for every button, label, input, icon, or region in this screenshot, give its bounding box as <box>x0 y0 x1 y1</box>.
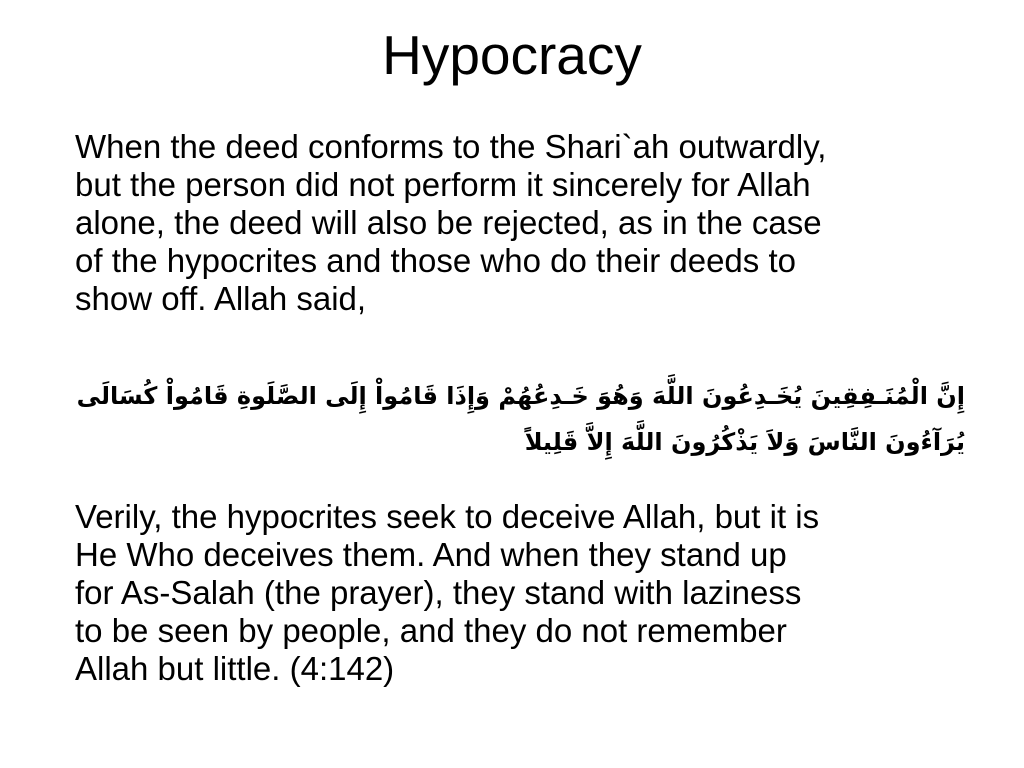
translation-paragraph-line: Allah but little. (4:142) <box>75 650 395 687</box>
slide-title: Hypocracy <box>382 24 642 86</box>
intro-paragraph-line: but the person did not perform it sincerely for Allah <box>75 166 811 203</box>
translation-paragraph-line: Verily, the hypocrites seek to deceive Allah, but it is <box>75 498 820 535</box>
intro-paragraph-line: show off. Allah said, <box>75 280 367 317</box>
arabic-verse-line: يُرَآءُونَ النَّاسَ وَلاَ يَذْكُرُونَ اللَّهَ إِلاَّ قَلِيلاً <box>524 428 965 456</box>
translation-paragraph-line: to be seen by people, and they do not remember <box>75 612 787 649</box>
translation-paragraph-line: He Who deceives them. And when they stand up <box>75 536 787 573</box>
intro-paragraph <box>75 128 1000 318</box>
arabic-verse <box>60 373 965 465</box>
intro-paragraph-line: When the deed conforms to the Shari`ah outwardly, <box>75 128 827 165</box>
intro-paragraph-line: alone, the deed will also be rejected, as in the case <box>75 204 822 241</box>
translation-paragraph <box>75 498 1000 688</box>
intro-paragraph-line: of the hypocrites and those who do their deeds to <box>75 242 796 279</box>
translation-paragraph-line: for As-Salah (the prayer), they stand with laziness <box>75 574 802 611</box>
arabic-verse-line: إِنَّ الْمُنَـفِقِينَ يُخَـدِعُونَ اللَّهَ وَهُوَ خَـدِعُهُمْ وَإِذَا قَامُواْ إِلَى الصَّلَوةِ قَامُواْ كُسَالَى <box>76 382 965 410</box>
